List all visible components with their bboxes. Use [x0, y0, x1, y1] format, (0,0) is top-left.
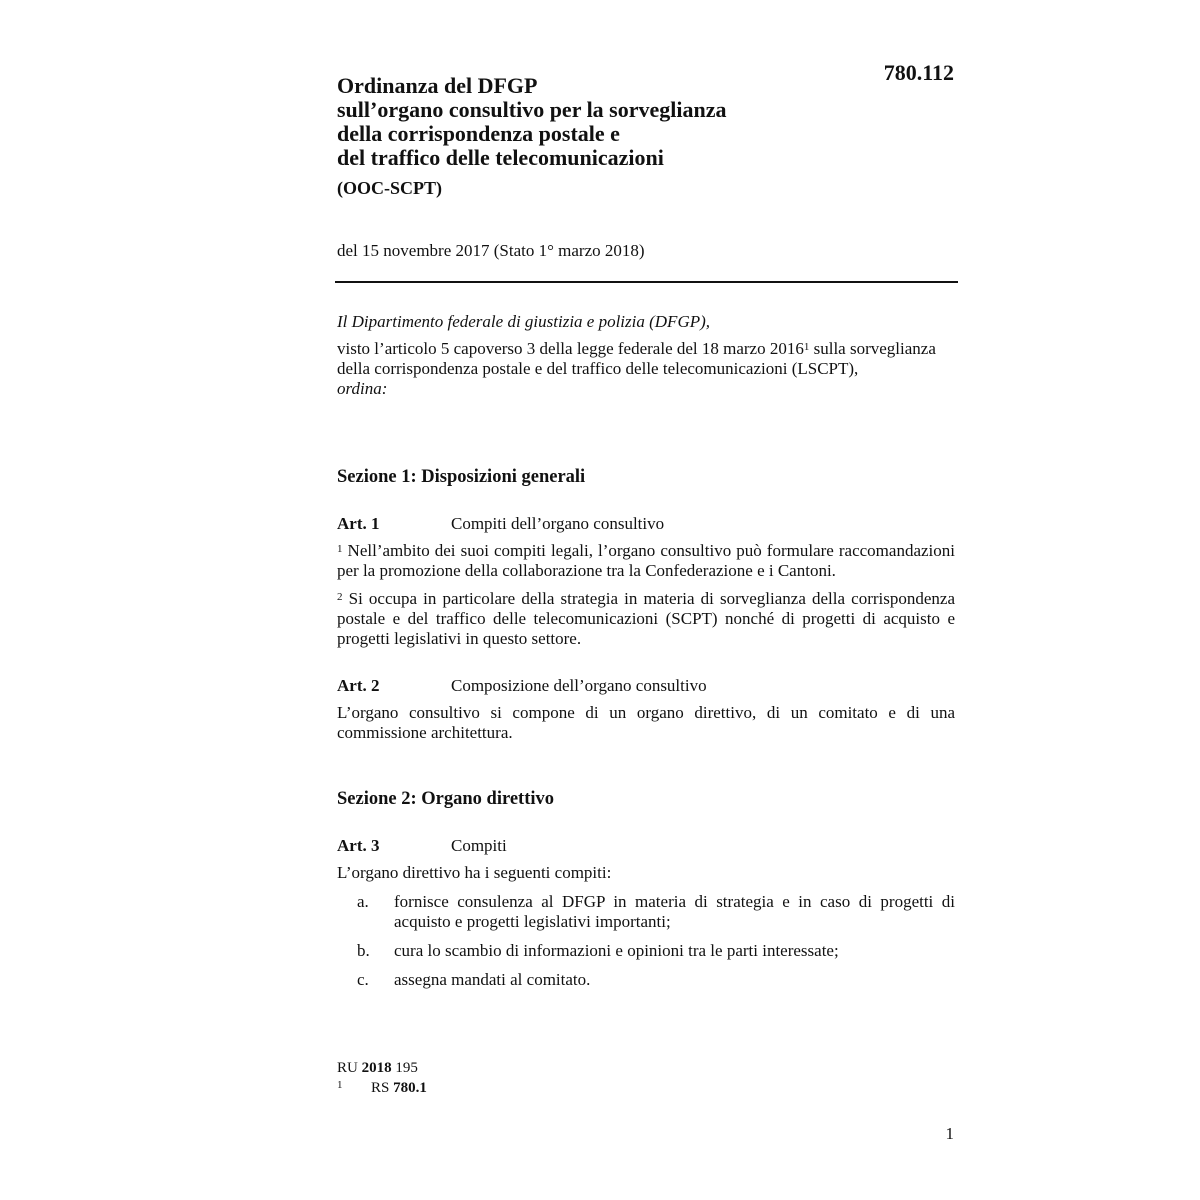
article-heading [337, 514, 955, 534]
footnote [337, 1078, 427, 1098]
date-line: del 15 novembre 2017 (Stato 1° marzo 2018) [337, 241, 645, 260]
preamble-authority: Il Dipartimento federale di giustizia e polizia (DFGP), [337, 312, 711, 331]
abbreviation: (OOC-SCPT) [337, 178, 442, 198]
preamble-basis-text: sulla sorveglianza della corrispondenza postale e del traffico delle telecomunicazioni (LSCPT), [337, 339, 936, 378]
preamble [337, 312, 957, 399]
paragraph: L’organo direttivo ha i seguenti compiti: [337, 863, 612, 882]
ru-prefix: RU [337, 1060, 362, 1076]
paragraph-number: 2 [337, 591, 343, 603]
list-letter: a. [357, 892, 369, 911]
preamble-basis [337, 339, 957, 379]
title-line: del traffico delle telecomunicazioni [337, 145, 664, 170]
article-heading [337, 836, 955, 856]
paragraph-number: 1 [337, 543, 343, 555]
list-text: cura lo scambio di informazioni e opinioni tra le parti interessate; [394, 941, 839, 960]
preamble-ordina: ordina: [337, 379, 388, 398]
paragraph: L’organo consultivo si compone di un organo direttivo, di un comitato e di una commissione architettura. [337, 703, 955, 742]
page-number: 1 [945, 1124, 954, 1143]
preamble-basis-text: visto l’articolo 5 capoverso 3 della legge federale del 18 marzo 2016 [337, 339, 804, 358]
title-block [337, 74, 897, 199]
article-number: Art. 2 [337, 676, 380, 695]
list-item [337, 892, 955, 932]
sr-number: 780.112 [883, 60, 954, 85]
ru-year: 2018 [361, 1060, 392, 1076]
article-title: Compiti [451, 836, 507, 855]
article-3 [337, 836, 955, 990]
paragraph [337, 589, 955, 649]
title-line: della corrispondenza postale e [337, 121, 620, 146]
footer [337, 1058, 427, 1098]
paragraph-text: Si occupa in particolare della strategia in materia di sorveglianza della corrispondenza postale e del traffico delle telecomunicazioni (SCPT) nonché di progetti di acquisto e progetti legislativi in questo settore. [337, 589, 955, 648]
list-text: fornisce consulenza al DFGP in materia di strategia e in caso di progetti di acquisto e progetti legislativi importanti; [394, 892, 955, 931]
main-content [337, 467, 955, 999]
paragraph [337, 541, 955, 581]
section-title: Sezione 1: Disposizioni generali [337, 467, 586, 487]
article-1 [337, 514, 955, 649]
horizontal-rule [335, 281, 958, 283]
list-item [337, 941, 955, 961]
article-title: Compiti dell’organo consultivo [451, 514, 665, 533]
list-text: assegna mandati al comitato. [394, 970, 591, 989]
footnote-text [371, 1078, 427, 1098]
ru-page: 195 [391, 1060, 418, 1076]
footnote-reference[interactable]: 780.1 [393, 1080, 427, 1096]
article-number: Art. 1 [337, 514, 380, 533]
footnote-ref[interactable]: 1 [803, 341, 810, 353]
list-letter: c. [357, 970, 369, 989]
paragraph-text: Nell’ambito dei suoi compiti legali, l’organo consultivo può formulare raccomandazioni per la promozione della collaborazione tra la Confederazione e i Cantoni. [337, 541, 955, 580]
article-heading [337, 676, 955, 696]
footnote-number: 1 [337, 1079, 343, 1091]
list-item [337, 970, 955, 990]
article-title: Composizione dell’organo consultivo [451, 676, 707, 695]
title-line: sull’organo consultivo per la sorveglianza [337, 97, 727, 122]
list-letter: b. [357, 941, 370, 960]
article-2 [337, 676, 955, 743]
article-number: Art. 3 [337, 836, 380, 855]
section-title: Sezione 2: Organo direttivo [337, 789, 555, 809]
footnote-prefix: RS [371, 1080, 394, 1096]
ru-reference [337, 1058, 427, 1078]
title-line: Ordinanza del DFGP [337, 73, 538, 98]
